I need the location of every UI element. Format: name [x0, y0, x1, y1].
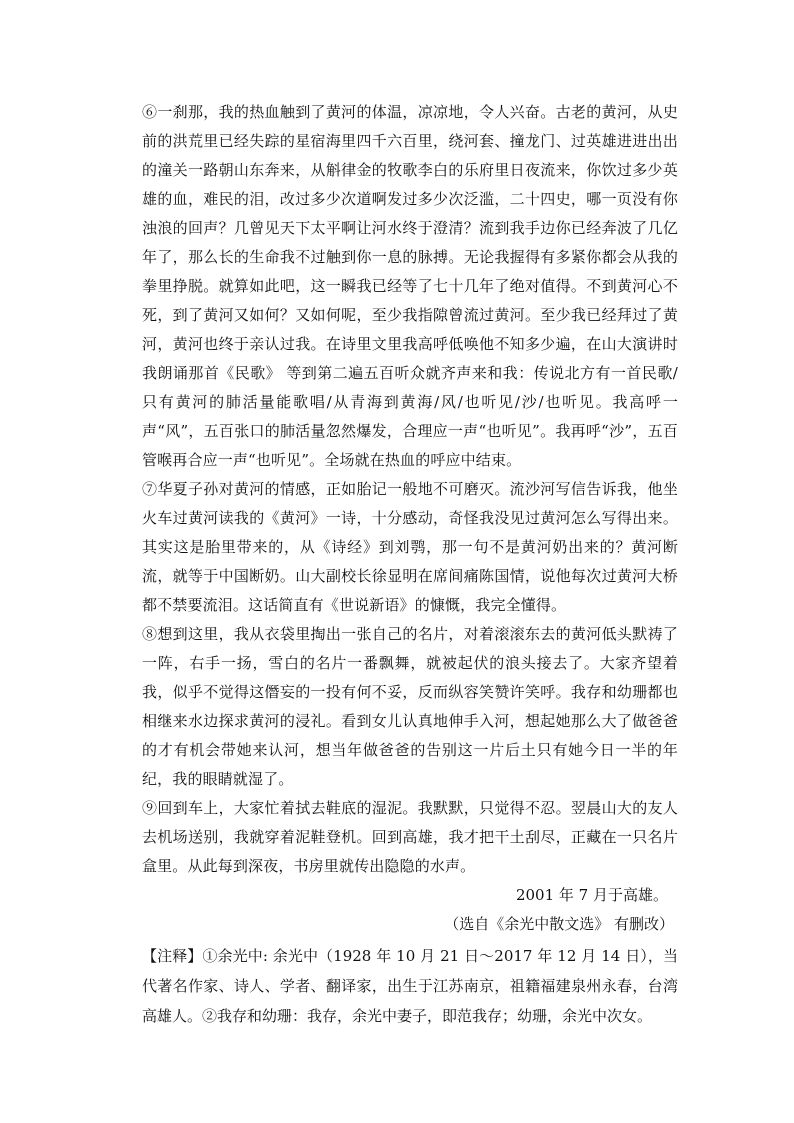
paragraph-8: ⑧想到这里，我从衣袋里掏出一张自己的名片，对着滚滚东去的黄河低头默祷了一阵，右手一扬，雪白的名片一番飘舞，就被起伏的浪头接去了。大家齐望着我，似乎不觉得这僭妄的一投有何不妥，反而纵容笑赞许笑呼。我存和幼珊都也相继来水边探求黄河的浸礼。看到女儿认真地伸手入河，想起她那么大了做爸爸的才有机会带她来认河，想当年做爸爸的告别这一片后土只有她今日一半的年纪，我的眼睛就湿了。 — [142, 625, 678, 788]
footnote-annotation: 【注释】①余光中: 余光中（1928 年 10 月 21 日～2017 年 12 月 14 日），当代著名作家、诗人、学者、翻译家，出生于江苏南京，祖籍福建泉州永春，台湾高雄人。②我存和幼珊：我存，余光中妻子，即范我存；幼珊，余光中次女。 — [142, 947, 678, 1025]
paragraph-9: ⑨回到车上，大家忙着拭去鞋底的湿泥。我默默，只觉得不忍。翌晨山大的友人去机场送别，我就穿着泥鞋登机。回到高雄，我才把干土刮尽，正藏在一只名片盒里。从此每到深夜，书房里就传出隐隐的水声。 — [142, 799, 678, 875]
source-citation: （选自《余光中散文选》 有删改） — [444, 915, 674, 933]
paragraph-7: ⑦华夏子孙对黄河的情感，正如胎记一般地不可磨灭。流沙河写信告诉我，他坐火车过黄河读我的《黄河》一诗，十分感动，奇怪我没见过黄河怎么写得出来。其实这是胎里带来的，从《诗经》到刘鹗，那一句不是黄河奶出来的？黄河断流，就等于中国断奶。山大副校长徐显明在席间痛陈国情，说他每次过黄河大桥都不禁要流泪。这话简直有《世说新语》的慷慨，我完全懂得。 — [142, 480, 678, 614]
date-signoff: 2001 年 7 月于高雄。 — [515, 886, 668, 904]
article-body — [142, 98, 678, 1031]
paragraph-6: ⑥一刹那，我的热血触到了黄河的体温，凉凉地，令人兴奋。古老的黄河，从史前的洪荒里已经失踪的星宿海里四千六百里，绕河套、撞龙门、过英雄进进出出的潼关一路朝山东奔来，从斛律金的牧歌李白的乐府里日夜流来，你饮过多少英雄的血，难民的泪，改过多少次道啊发过多少次泛滥，二十四史，哪一页没有你浊浪的回声？几曾见天下太平啊让河水终于澄清？流到我手边你已经奔波了几亿年了，那么长的生命我不过触到你一息的脉搏。无论我握得有多紧你都会从我的拳里挣脱。就算如此吧，这一瞬我已经等了七十几年了绝对值得。不到黄河心不死，到了黄河又如何？又如何呢，至少我指隙曾流过黄河。至少我已经拜过了黄河，黄河也终于亲认过我。在诗里文里我高呼低唤他不知多少遍，在山大演讲时我朗诵那首《民歌》 等到第二遍五百听众就齐声来和我：传说北方有一首民歌/只有黄河的肺活量能歌唱/从青海到黄海/风/也听见/沙/也听见。我高呼一声“风”，五百张口的肺活量忽然爆发，合理应一声“也听见”。我再呼“沙”，五百管喉再合应一声“也听见”。全场就在热血的呼应中结束。 — [142, 103, 678, 469]
